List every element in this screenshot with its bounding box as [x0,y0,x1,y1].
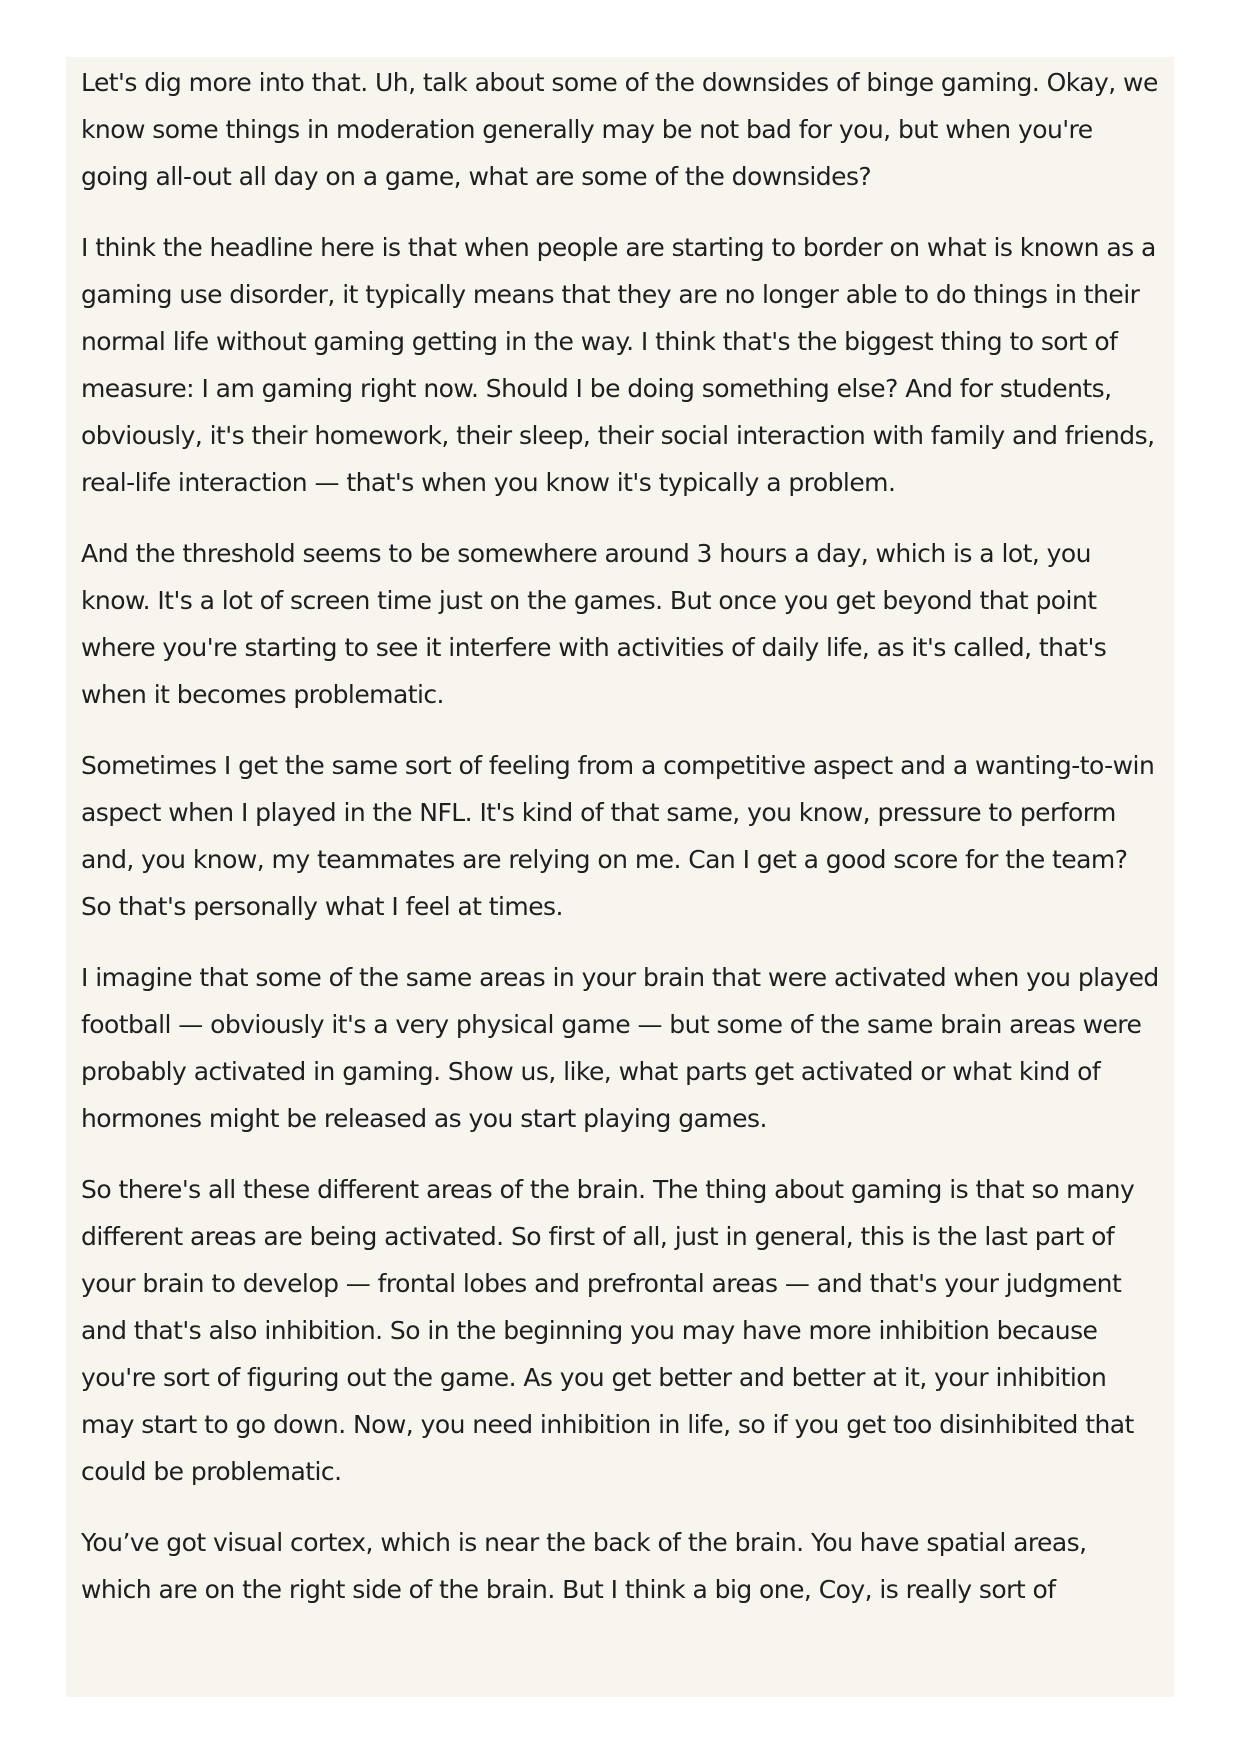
transcript-paragraph-6: So there's all these different areas of the brain. The thing about gaming is that so many different areas are being activated. So first of all, just in general, this is the last part of your brain to develop — frontal lobes and prefrontal areas — and that's your judgment and that's also inhibition. So in the beginning you may have more inhibition because you're sort of figuring out the game. As you get better and better at it, your inhibition may start to go down. Now, you need inhibition in life, so if you get too disinhibited that could be problematic. [81,1175,1135,1486]
transcript-paragraph-1: Let's dig more into that. Uh, talk about some of the downsides of binge gaming. Okay, we know some things in moderation generally may be not bad for you, but when you're going all-out all day on a game, what are some of the downsides? [81,68,1158,191]
transcript-paragraph-4: Sometimes I get the same sort of feeling from a competitive aspect and a wanting-to-win aspect when I played in the NFL. It's kind of that same, you know, pressure to perform and, you know, my teammates are relying on me. Can I get a good score for the team? So that's personally what I feel at times. [81,751,1155,921]
transcript-paragraph-7: You’ve got visual cortex, which is near the back of the brain. You have spatial areas, which are on the right side of the brain. But I think a big one, Coy, is really sort of [81,1528,1087,1604]
transcript-paragraph-2: I think the headline here is that when people are starting to border on what is known as a gaming use disorder, it typically means that they are no longer able to do things in their normal life without gaming getting in the way. I think that's the biggest thing to sort of measure: I am gaming right now. Should I be doing something else? And for students, obviously, it's their homework, their sleep, their social interaction with family and friends, real-life interaction — that's when you know it's typically a problem. [81,233,1156,497]
transcript-paragraph-3: And the threshold seems to be somewhere around 3 hours a day, which is a lot, you know. It's a lot of screen time just on the games. But once you get beyond that point where you're starting to see it interfere with activities of daily life, as it's called, that's when it becomes problematic. [81,539,1107,709]
transcript-paragraph-5: I imagine that some of the same areas in your brain that were activated when you played football — obviously it's a very physical game — but some of the same brain areas were probably activated in gaming. Show us, like, what parts get activated or what kind of hormones might be released as you start playing games. [81,963,1159,1133]
transcript-page [66,57,1174,1697]
